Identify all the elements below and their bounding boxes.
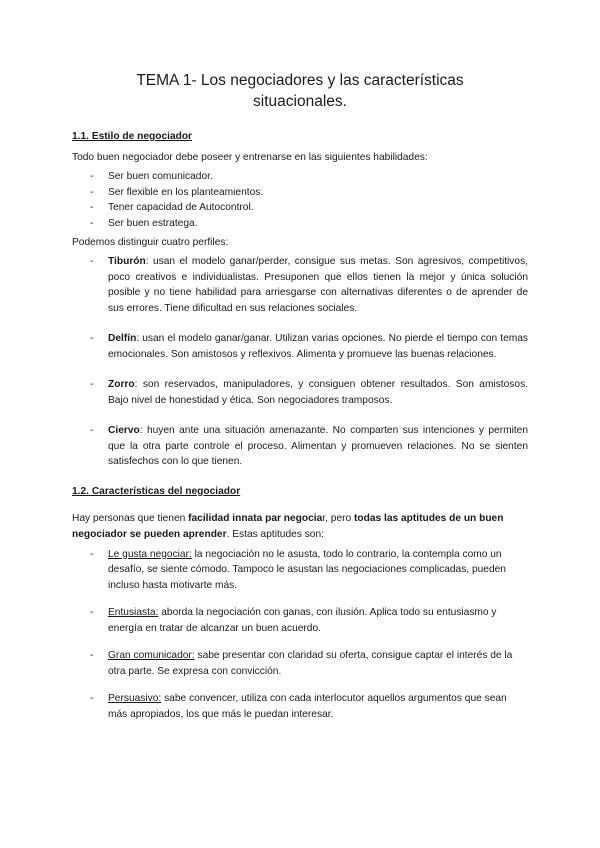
dash-marker: - bbox=[90, 171, 94, 182]
profile-text: : son reservados, manipuladores, y consiguen obtener resultados. Son amistosos. Bajo nivel de honestidad y ética. Son negociadores tramposos. bbox=[108, 379, 528, 406]
dash-marker: - bbox=[90, 202, 94, 213]
trait-item bbox=[72, 547, 528, 594]
title-line-1: TEMA 1- Los negociadores y las características bbox=[136, 72, 464, 89]
profile-item bbox=[72, 423, 528, 470]
profile-name: Zorro bbox=[108, 379, 135, 390]
skill-item bbox=[72, 200, 528, 216]
dash-marker: - bbox=[90, 650, 94, 661]
profile-item bbox=[72, 331, 528, 362]
profile-text: : usan el modelo ganar/perder, consigue sus metas. Son agresivos, competitivos, poco creativos e individualistas. Presuponen que ellos tienen la mejor y única solución posible y no tiene habilidad para arriesgarse con alternativas diferentes o de aprender de sus errores. Tiene dificultad en sus relaciones sociales. bbox=[108, 256, 528, 314]
dash-marker: - bbox=[90, 256, 94, 267]
skill-text: Ser buen estratega. bbox=[108, 217, 198, 229]
dash-marker: - bbox=[90, 548, 94, 560]
document-page bbox=[72, 70, 528, 734]
section-1-intro: Todo buen negociador debe poseer y entrenarse en las siguientes habilidades: bbox=[72, 152, 428, 163]
trait-name: Le gusta negociar: bbox=[108, 548, 192, 560]
profile-item bbox=[72, 377, 528, 408]
page-title bbox=[72, 70, 528, 112]
dash-marker: - bbox=[90, 379, 94, 390]
traits-list bbox=[72, 547, 528, 723]
profile-text: : huyen ante una situación amenazante. No comparten sus intenciones y permiten que la otra parte controle el proceso. Alimentan y promueven relaciones. No se sienten satisfechos con lo que tienen. bbox=[108, 425, 528, 467]
skill-item bbox=[72, 185, 528, 201]
intro-text-1: Hay personas que tienen bbox=[72, 512, 189, 524]
section-2-heading: 1.2. Características del negociador bbox=[72, 485, 241, 497]
profile-name: Delfín bbox=[108, 333, 137, 344]
dash-marker: - bbox=[90, 217, 94, 229]
trait-text: sabe convencer, utiliza con cada interlocutor aquellos argumentos que sean más apropiados, los que más le puedan interesar. bbox=[108, 693, 507, 720]
section-1-heading: 1.1. Estilo de negociador bbox=[72, 131, 193, 142]
skill-text: Ser flexible en los planteamientos. bbox=[108, 186, 264, 198]
profile-item bbox=[72, 254, 528, 316]
profile-text: : usan el modelo ganar/ganar. Utilizan varias opciones. No pierde el tiempo con temas emocionales. Son amistosos y reflexivos. Alimenta y promueve las buenas relaciones. bbox=[108, 333, 528, 360]
trait-item bbox=[72, 691, 528, 722]
dash-marker: - bbox=[90, 333, 94, 344]
trait-item bbox=[72, 605, 528, 636]
skill-item bbox=[72, 169, 528, 185]
trait-name: Gran comunicador: bbox=[108, 650, 195, 661]
dash-marker: - bbox=[90, 693, 94, 704]
trait-text: sabe presentar con claridad su oferta, consigue captar el interés de la otra parte. Se expresa con convicción. bbox=[108, 650, 513, 677]
skills-list bbox=[72, 169, 528, 231]
profile-name: Tiburón bbox=[108, 256, 146, 267]
skill-text: Ser buen comunicador. bbox=[108, 171, 213, 182]
trait-name: Persuasivo: bbox=[108, 693, 162, 704]
trait-text: aborda la negociación con ganas, con ilusión. Aplica todo su entusiasmo y energía en tratar de alcanzar un buen acuerdo. bbox=[108, 607, 497, 634]
dash-marker: - bbox=[90, 186, 94, 198]
trait-name: Entusiasta: bbox=[108, 607, 159, 618]
section-2-intro bbox=[72, 511, 528, 543]
profiles-intro: Podemos distinguir cuatro perfiles: bbox=[72, 237, 229, 248]
intro-bold-1: facilidad innata par negocia bbox=[188, 512, 323, 524]
intro-text-2: r, pero bbox=[322, 512, 354, 524]
dash-marker: - bbox=[90, 425, 94, 436]
trait-item bbox=[72, 648, 528, 679]
profile-name: Ciervo bbox=[108, 425, 140, 436]
intro-bold-2: todas las aptitudes de un buen negociador se pueden aprender bbox=[72, 512, 504, 540]
profiles-list bbox=[72, 254, 528, 470]
skill-text: Tener capacidad de Autocontrol. bbox=[108, 202, 254, 213]
trait-text: la negociación no le asusta, todo lo contrario, la contempla como un desafío, se siente cómodo. Tampoco le asustan las negociaciones complicadas, pueden incluso hasta motivarte más. bbox=[108, 548, 506, 591]
skill-item bbox=[72, 216, 528, 232]
dash-marker: - bbox=[90, 607, 94, 618]
intro-text-3: . Estas aptitudes son: bbox=[226, 528, 324, 540]
title-line-2: situacionales. bbox=[253, 93, 347, 110]
